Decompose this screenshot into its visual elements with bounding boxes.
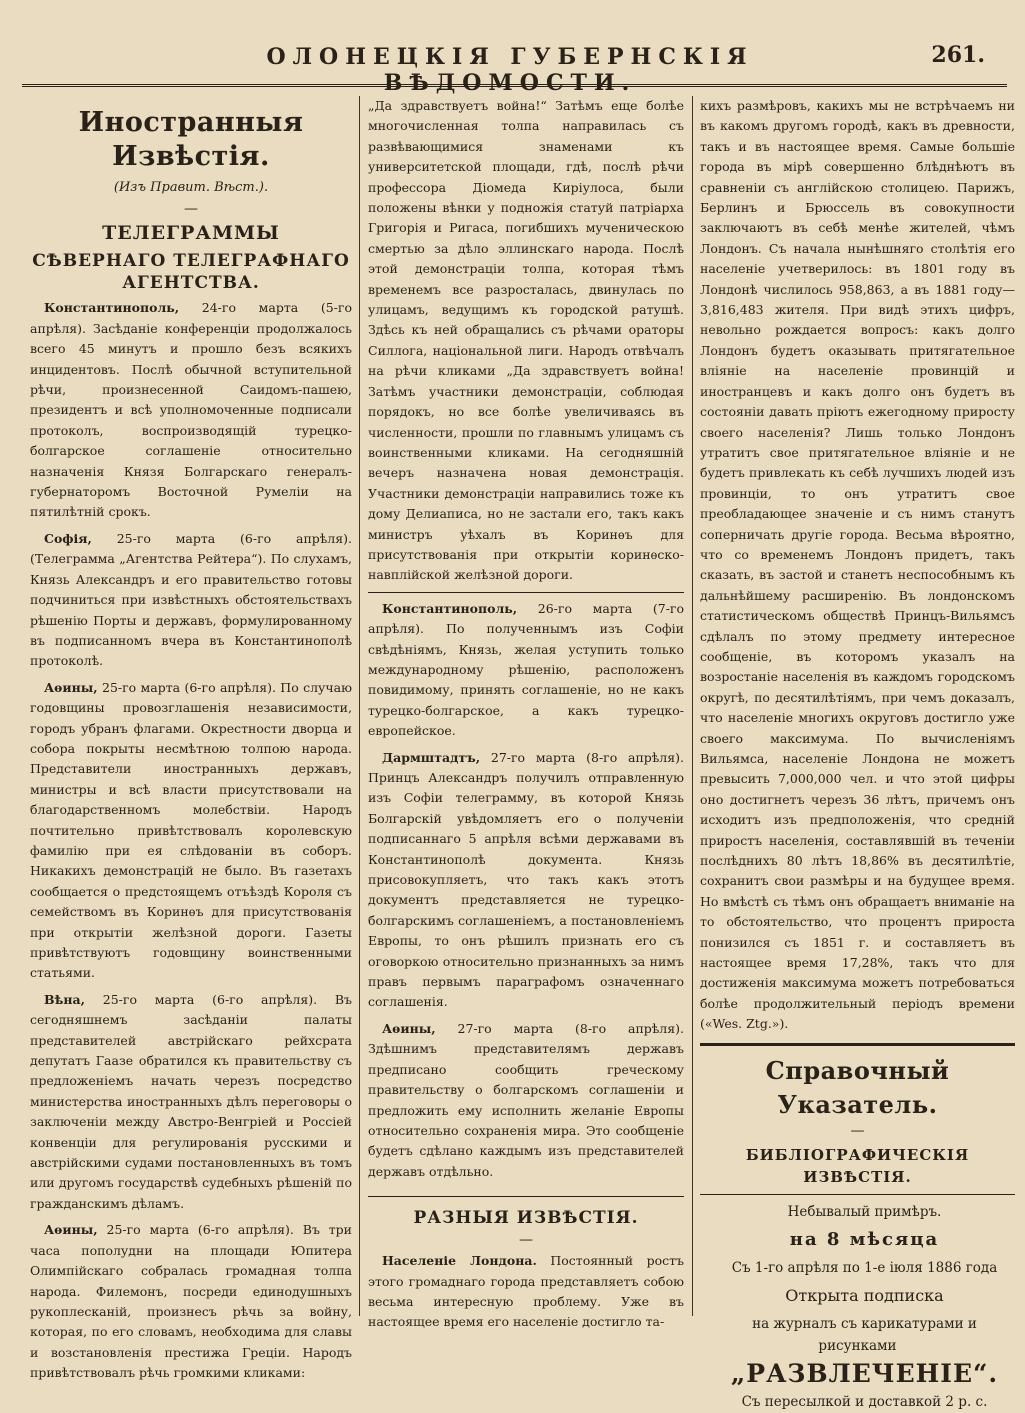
separator-dash: — [850, 1122, 865, 1139]
news-text: 25-го марта (6-го апрѣля). (Телеграмма „Агентства Рейтера“). По слухамъ, Князь Александръ и его правительство готовы подчиниться при извѣстныхъ обстоятельствахъ рѣшенію Порты и державъ, формулированному въ подписанномъ вчера въ Константинополѣ протоколѣ. [30, 530, 352, 669]
news-item [368, 1251, 684, 1333]
ad-line: Открыта подписка [785, 1285, 944, 1305]
news-text: 25-го марта (6-го апрѣля). По случаю годовщины провозглашенія независимости, городъ убранъ флагами. Окрестности дворца и собора покрыты несмѣтною толпою народа. Представители иностранныхъ державъ, министры и всѣ власти присутствовали на благодарственномъ молебствіи. Народъ почтительно привѣтствовалъ королевскую фамилію при ея слѣдованіи въ соборъ. Никакихъ демонстрацій не было. Въ газетахъ сообщается о предстоящемъ отъѣздѣ Короля съ семействомъ въ Коринѳъ для присутствованія при открытіи желѣзной дороги. Газеты привѣтствуютъ годовщину воинственными статьями. [30, 679, 352, 981]
news-item [30, 990, 352, 1214]
news-place: Аѳины, [382, 1020, 436, 1036]
news-place: Константинополь, [44, 300, 180, 316]
ad-magazine-title: „РАЗВЛЕЧЕНІЕ“. [730, 1358, 999, 1388]
bibliography-heading: БИБЛІОГРАФИЧЕСКІЯ ИЗВѢСТІЯ. [745, 1145, 970, 1186]
news-place: Аѳины, [44, 1222, 98, 1238]
section-divider [368, 1196, 684, 1197]
telegrams-heading: ТЕЛЕГРАММЫ [102, 222, 280, 245]
news-item [30, 1220, 352, 1383]
column-2 [368, 96, 684, 1330]
news-text: 26-го марта (7-го апрѣля). По полученнымъ изъ Софіи свѣдѣніямъ, Князь, желая уступить только международному рѣшенію, расположенъ повидимому, принять соглашеніе, но не какъ турецко-болгарское, а какъ турецко-европейское. [368, 600, 684, 739]
news-item [30, 298, 352, 522]
section-divider [700, 1043, 1015, 1046]
news-item [30, 678, 352, 984]
news-text: 24-го марта (5-го апрѣля). Засѣданіе конференціи продолжалось всего 45 минутъ и прошло безъ всякихъ инцидентовъ. Послѣ обычной вступительной рѣчи, произнесенной Саидомъ-пашею, президентъ и всѣ уполномоченные подписали протоколъ, воспроизводящій турецко-болгарское соглашеніе относительно назначенія Князя Болгарскаго генералъ-губернаторомъ Восточной Румеліи на пятилѣтній срокъ. [30, 300, 352, 520]
reference-title: Справочный Указатель. [765, 1055, 950, 1119]
misc-news-heading: РАЗНЫЯ ИЗВѢСТІЯ. [413, 1208, 639, 1229]
ad-line: Съ 1-го апрѣля по 1-е іюля 1886 года [731, 1259, 998, 1276]
column-1 [30, 96, 352, 1381]
section-title-foreign-news: Иностранныя Извѣстія. [78, 107, 304, 172]
section-source: (Изъ Правит. Вѣст.). [113, 180, 269, 195]
news-item [30, 529, 352, 672]
column-3 [700, 96, 1015, 1410]
advertisement [700, 1201, 1015, 1413]
news-text: 25-го марта (6-го апрѣля). Въ три часа пополудни на площади Юпитера Олимпійскаго собралась громадная толпа народа. Филемонъ, посреди единодушныхъ рукоплесканій, произнесъ рѣчь за войну, которая, по его словамъ, необходима для славы и возстановленія престижа Греціи. Народъ привѣтствовалъ рѣчь громкими кликами: [30, 1222, 352, 1381]
news-place: Софія, [44, 530, 92, 546]
column-divider [692, 96, 693, 1316]
news-place: Дармштадтъ, [382, 749, 481, 765]
news-place: Аѳины, [44, 679, 98, 695]
news-item [368, 599, 684, 742]
news-place: Константинополь, [382, 600, 518, 616]
agency-heading: СѢВЕРНАГО ТЕЛЕГРАФНАГО АГЕНТСТВА. [32, 251, 350, 294]
news-item [368, 1019, 684, 1182]
news-text: 27-го марта (8-го апрѣля). Принцъ Александръ получилъ отправленную изъ Софіи телеграмму, въ которой Князь Болгарскій увѣдомляетъ его о полученіи подписаннаго 5 апрѣля всѣми державами въ Константинополѣ документа. Князь присовокупляетъ, что такъ какъ этотъ документъ представляется не турецко-болгарскимъ соглашеніемъ, а постановленіемъ Европы, то онъ рѣшилъ признать его съ оговоркою относительно признанныхъ за нимъ правъ первымъ параграфомъ означеннаго соглашенія. [368, 749, 684, 1010]
news-place: Вѣна, [44, 991, 85, 1007]
page-number: 261. [931, 42, 985, 68]
article-continuation: кихъ размѣровъ, какихъ мы не встрѣчаемъ ни въ какомъ другомъ городѣ, какъ въ древности, такъ и въ настоящее время. Самые большіе города въ мірѣ совершенно блѣднѣютъ въ сравненіи съ англійскою столицею. Парижъ, Берлинъ и Брюссель въ совокупности заключаютъ въ себѣ менѣе жителей, чѣмъ Лондонъ. Съ начала нынѣшняго столѣтія его населеніе учетверилось: въ 1801 году въ Лондонѣ числилось 958,863, а въ 1881 году—3,816,483 жителя. При видѣ этихъ цифръ, невольно рождается вопросъ: какъ долго Лондонъ будетъ оказывать притягательное вліяніе на населеніе провинцій и иностранцевъ и какъ долго онъ будетъ въ состояніи давать пріютъ ежегодному приросту своего населенія? Лишь только Лондонъ утратитъ свое притягательное вліяніе и не будетъ привлекать къ себѣ лучшихъ людей изъ провинціи, то онъ утратитъ свое преобладающее значеніе и съ нимъ станутъ соперничать другіе города. Весьма вѣроятно, что со временемъ Лондонъ придетъ, такъ сказать, въ застой и станетъ неспособнымъ къ дальнѣйшему расширенію. Въ лондонскомъ статистическомъ обществѣ Принцъ-Вильямсъ сдѣлалъ по этому предмету интересное сообщеніе, въ которомъ указалъ на возростаніе населенія въ каждомъ городскомъ округѣ, по десятилѣтіямъ, при чемъ доказалъ, что населеніе многихъ округовъ достигло уже своего максимума. По вычисленіямъ Вильямса, населеніе Лондона не можетъ превысить 7,000,000 чел. и что этой цифры оно достигнетъ черезъ 36 лѣтъ, причемъ онъ исходитъ изъ предположенія, что средній приростъ населенія, составлявшій въ теченіи послѣднихъ 80 лѣтъ 18,86% въ десятилѣтіе, сохранитъ свои размѣры и на будущее время. Но вмѣстѣ съ тѣмъ онъ обращаетъ вниманіе на то обстоятельство, что процентъ прироста понизился съ 1851 г. и составляетъ въ настоящее время 17,28%, такъ что для достиженія максимума можетъ потребоваться болѣе продолжительный періодъ времени («Wes. Ztg.»). [700, 98, 1015, 1032]
ad-line: Съ пересылкой и доставкой 2 р. с. [741, 1393, 988, 1410]
ad-divider [700, 1194, 1015, 1195]
ad-line: Небывалый примѣръ. [787, 1203, 942, 1220]
separator-dash: — [519, 1232, 533, 1249]
news-item [368, 748, 684, 1013]
page-header [20, 40, 1010, 96]
news-text: 27-го марта (8-го апрѣля). Здѣшнимъ представителямъ державъ предписано сообщить греческому правительству о болгарскомъ соглашеніи и предложить ему исполнить желаніе Европы относительно сохраненія мира. Это сообщеніе будетъ сдѣлано каждымъ изъ представителей державъ отдѣльно. [368, 1020, 684, 1179]
news-continuation: „Да здравствуетъ война!“ Затѣмъ еще болѣе многочисленная толпа направилась съ развѣвающимися знаменами къ университетской площади, гдѣ, послѣ рѣчи профессора Діомеда Киріулоса, были положены вѣнки у подножія статуй патріарха Григорія и Ригаса, погибшихъ мученическою смертью за дѣло эллинскаго народа. Послѣ этой демонстраціи толпа, которая тѣмъ временемъ все разросталась, двинулась по улицамъ, ведущимъ къ городской ратушѣ. Здѣсь къ ней обращались съ рѣчами ораторы Силлога, національной лиги. Народъ отвѣчалъ на рѣчи кликами „Да здравствуетъ война! Затѣмъ участники демонстраціи, соблюдая порядокъ, но все болѣе увеличиваясь въ численности, прошли по главнымъ улицамъ съ воинственными кликами. На сегодняшній вечеръ назначена новая демонстрація. Участники демонстраціи направились тоже къ дому Делиаписа, но не застали его, такъ какъ министръ уѣхалъ въ Коринѳъ для присутствованія при открытіи коринѳско-навплійской желѣзной дороги. [368, 98, 684, 583]
column-divider [359, 96, 360, 1316]
article-text: Постоянный ростъ этого громаднаго города представляетъ собою весьма интересную проблему. Уже въ настоящее время его населеніе достигло та- [368, 1253, 684, 1330]
header-rule [22, 84, 1007, 87]
item-divider [368, 592, 684, 593]
ad-line: на журналъ съ карикатурами и рисунками [752, 1315, 977, 1354]
article-title: Населеніе Лондона. [382, 1253, 537, 1269]
ad-line: на 8 мѣсяца [789, 1228, 940, 1250]
newspaper-title: ОЛОНЕЦКІЯ ГУБЕРНСКІЯ ВѢДОМОСТИ. [266, 44, 754, 96]
news-text: 25-го марта (6-го апрѣля). Въ сегодняшнемъ засѣданіи палаты представителей австрійскаго рейхсрата депутатъ Гаазе обратился къ правительству съ предложеніемъ начать черезъ посредство министерства иностранныхъ дѣлъ переговоры о заключеніи между Австро-Венгріей и Россіей конвенціи для регулированія русскими и австрійскими судами постановленныхъ въ томъ или другомъ государствѣ судебныхъ рѣшеній по гражданскимъ дѣламъ. [30, 991, 352, 1211]
separator-dash: — [184, 201, 198, 218]
